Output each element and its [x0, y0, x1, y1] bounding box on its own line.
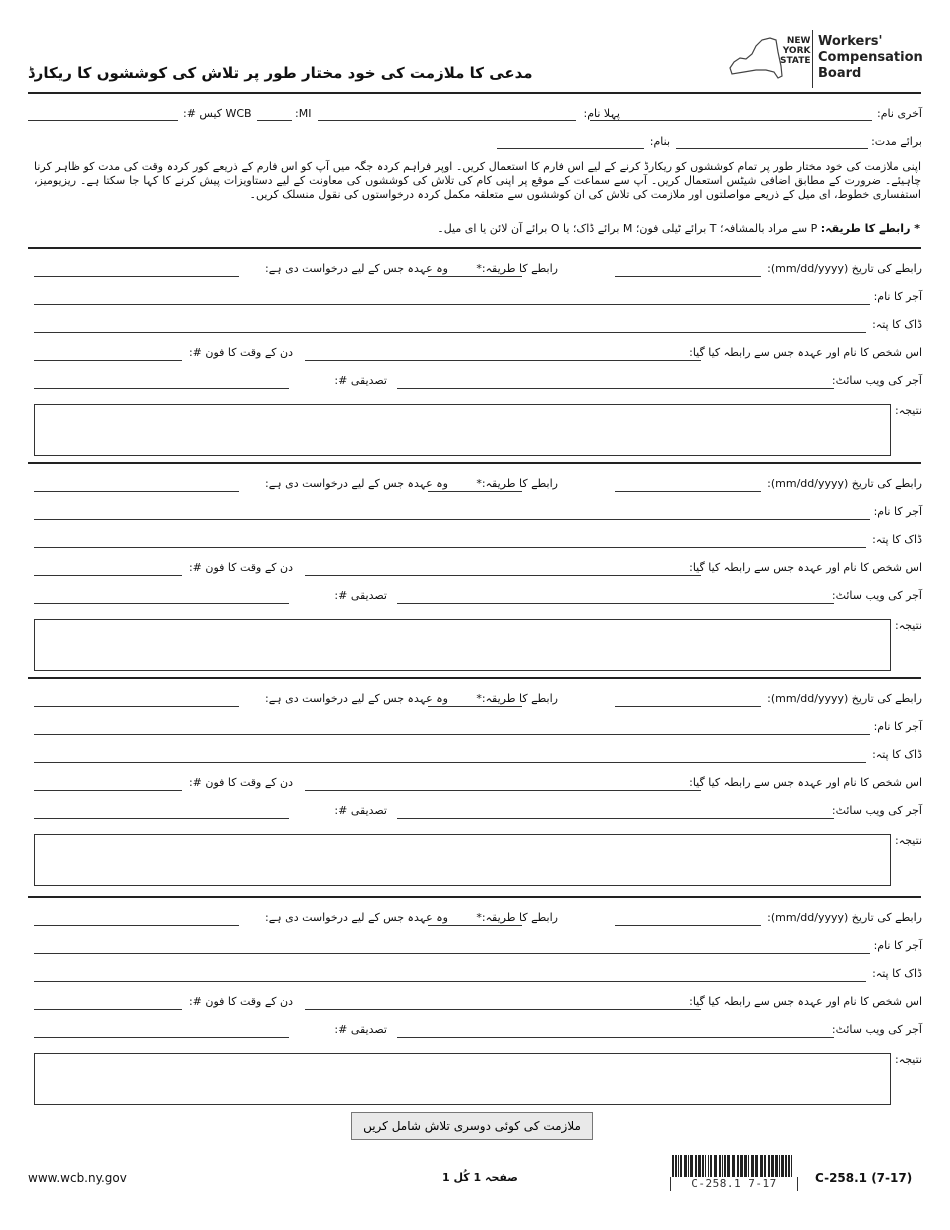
logo-agency-line: Workers'	[818, 34, 883, 49]
mailing-address-field[interactable]	[34, 547, 866, 548]
barcode-bar	[698, 1155, 701, 1177]
period-from-field[interactable]	[676, 148, 868, 149]
logo-agency-text	[818, 34, 923, 82]
position-applied-field[interactable]	[34, 276, 239, 277]
mailing-address-label: ڈاک کا پتہ:	[872, 967, 922, 980]
wcb-case-label: WCB کیس #:	[183, 107, 252, 120]
employer-name-label: آجر کا نام:	[873, 939, 922, 952]
person-contacted-label: اس شخص کا نام اور عہدہ جس سے رابطہ کیا گیا:	[689, 995, 922, 1008]
legend-text: P سے مراد بالمشافہ؛ T برائے ٹیلی فون؛ M برائے ڈاک؛ یا O برائے آن لائن یا ای میل۔	[437, 222, 821, 235]
first-name-label: پہلا نام:	[583, 107, 620, 120]
employer-name-field[interactable]	[34, 734, 870, 735]
employer-website-field[interactable]	[397, 818, 834, 819]
last-name-field[interactable]	[590, 120, 872, 121]
mailing-address-field[interactable]	[34, 762, 866, 763]
section-rule	[28, 462, 921, 464]
contact-method-label: رابطے کا طریقہ:*	[476, 911, 558, 924]
contact-date-field[interactable]	[615, 925, 761, 926]
employer-website-field[interactable]	[397, 1037, 834, 1038]
contact-method-label: رابطے کا طریقہ:*	[476, 692, 558, 705]
mailing-address-field[interactable]	[34, 981, 866, 982]
position-applied-label: وہ عہدہ جس کے لیے درخواست دی ہے:	[265, 262, 448, 275]
header-rule	[28, 92, 921, 94]
barcode-bar	[768, 1155, 770, 1177]
position-applied-field[interactable]	[34, 491, 239, 492]
contact-date-label: رابطے کی تاریخ (mm/dd/yyyy):	[767, 911, 922, 924]
position-applied-field[interactable]	[34, 706, 239, 707]
barcode-bar	[672, 1155, 674, 1177]
contact-method-field[interactable]	[428, 706, 522, 707]
person-contacted-field[interactable]	[305, 360, 701, 361]
first-name-field[interactable]	[318, 120, 576, 121]
contact-method-field[interactable]	[428, 491, 522, 492]
barcode-bar	[779, 1155, 780, 1177]
confirmation-number-field[interactable]	[34, 818, 289, 819]
section-rule	[28, 896, 921, 898]
employer-website-label: آجر کی ویب سائٹ:	[831, 1023, 922, 1036]
person-contacted-label: اس شخص کا نام اور عہدہ جس سے رابطہ کیا گیا:	[689, 346, 922, 359]
day-phone-label: دن کے وقت کا فون #:	[188, 346, 293, 359]
barcode-bar	[695, 1155, 697, 1177]
result-textbox[interactable]	[34, 619, 891, 671]
employer-website-label: آجر کی ویب سائٹ:	[831, 804, 922, 817]
logo-state-text	[780, 36, 810, 66]
barcode	[670, 1155, 796, 1193]
wcb-logo	[722, 22, 932, 92]
mi-label: MI:	[295, 107, 312, 120]
contact-date-label: رابطے کی تاریخ (mm/dd/yyyy):	[767, 692, 922, 705]
employer-website-field[interactable]	[397, 603, 834, 604]
contact-method-field[interactable]	[428, 276, 522, 277]
barcode-bar	[760, 1155, 763, 1177]
confirmation-number-label: تصدیقی #:	[334, 374, 387, 387]
barcode-bar	[684, 1155, 687, 1177]
barcode-bar	[732, 1155, 735, 1177]
contact-date-label: رابطے کی تاریخ (mm/dd/yyyy):	[767, 262, 922, 275]
barcode-bar	[751, 1155, 754, 1177]
barcode-bar	[727, 1155, 730, 1177]
confirmation-number-field[interactable]	[34, 603, 289, 604]
employer-website-label: آجر کی ویب سائٹ:	[831, 374, 922, 387]
barcode-bar	[775, 1155, 778, 1177]
mailing-address-label: ڈاک کا پتہ:	[872, 533, 922, 546]
legend-prefix: * رابطے کا طریقہ:	[820, 222, 920, 235]
add-job-search-button[interactable]: ملازمت کی کوئی دوسری تلاش شامل کریں	[351, 1112, 593, 1140]
day-phone-label: دن کے وقت کا فون #:	[188, 561, 293, 574]
barcode-bar	[785, 1155, 787, 1177]
result-textbox[interactable]	[34, 1053, 891, 1105]
confirmation-number-label: تصدیقی #:	[334, 589, 387, 602]
logo-agency-line: Compensation	[818, 50, 923, 65]
mailing-address-label: ڈاک کا پتہ:	[872, 748, 922, 761]
footer-page-number: صفحہ 1 کُل 1	[442, 1171, 518, 1184]
confirmation-number-field[interactable]	[34, 388, 289, 389]
barcode-bar	[788, 1155, 790, 1177]
employer-name-label: آجر کا نام:	[873, 720, 922, 733]
barcode-bar	[724, 1155, 726, 1177]
employer-website-field[interactable]	[397, 388, 834, 389]
barcode-bar	[714, 1155, 717, 1177]
position-applied-label: وہ عہدہ جس کے لیے درخواست دی ہے:	[265, 911, 448, 924]
logo-state-line: STATE	[780, 56, 811, 66]
logo-agency-line: Board	[818, 66, 862, 81]
position-applied-label: وہ عہدہ جس کے لیے درخواست دی ہے:	[265, 692, 448, 705]
barcode-text: C-258.1 7-17	[670, 1177, 798, 1191]
wcb-case-field[interactable]	[28, 120, 178, 121]
day-phone-label: دن کے وقت کا فون #:	[188, 776, 293, 789]
barcode-bar	[722, 1155, 723, 1177]
period-to-field[interactable]	[497, 148, 644, 149]
barcode-bar	[680, 1155, 682, 1177]
ny-state-map-icon	[726, 32, 786, 82]
day-phone-field[interactable]	[34, 790, 182, 791]
contact-date-field[interactable]	[615, 706, 761, 707]
employer-name-field[interactable]	[34, 519, 870, 520]
person-contacted-field[interactable]	[305, 575, 701, 576]
result-textbox[interactable]	[34, 404, 891, 456]
contact-date-field[interactable]	[615, 276, 761, 277]
day-phone-field[interactable]	[34, 1009, 182, 1010]
contact-date-label: رابطے کی تاریخ (mm/dd/yyyy):	[767, 477, 922, 490]
barcode-bar	[771, 1155, 774, 1177]
logo-state-line: YORK	[782, 46, 811, 56]
employer-website-label: آجر کی ویب سائٹ:	[831, 589, 922, 602]
barcode-bars-icon	[670, 1155, 796, 1177]
result-label: نتیجہ:	[895, 404, 922, 417]
result-label: نتیجہ:	[895, 619, 922, 632]
employer-name-label: آجر کا نام:	[873, 505, 922, 518]
barcode-bar	[719, 1155, 721, 1177]
barcode-bar	[688, 1155, 689, 1177]
logo-state-line: NEW	[786, 36, 811, 46]
barcode-bar	[748, 1155, 749, 1177]
person-contacted-field[interactable]	[305, 1009, 701, 1010]
instructions: اپنی ملازمت کی خود مختار طور پر تمام کوششوں کو ریکارڈ کرنے کے لیے اس فارم کا استعمال کریں۔ اوپر فراہم کردہ جگہ میں آپ کو اس فارم کے ذریعے کور کردہ وقت کی مدت کو ظاہر کرنا چاہیئے۔ ضرورت کے مطابق اضافی شیٹس استعمال کریں۔ آپ سے سماعت کے موقع پر اپنی کام کی تلاش کی کوششوں کی معاونت کے لیے دستاویزات پیش کرنے کا کہا جا سکتا ہے۔ ریزیومیز، استفساری خطوط، ای میل کے ذریعے مواصلتوں اور ملازمت کی تلاش کی ان کوششوں سے متعلقہ مکمل کردہ درخواستوں کی نقول منسلک کریں۔	[34, 160, 921, 201]
employer-name-label: آجر کا نام:	[873, 290, 922, 303]
period-label: برائے مدت:	[871, 135, 922, 148]
period-to-label: بنام:	[649, 135, 670, 148]
confirmation-number-label: تصدیقی #:	[334, 804, 387, 817]
barcode-bar	[678, 1155, 679, 1177]
person-contacted-field[interactable]	[305, 790, 701, 791]
position-applied-field[interactable]	[34, 925, 239, 926]
confirmation-number-label: تصدیقی #:	[334, 1023, 387, 1036]
barcode-bar	[755, 1155, 758, 1177]
contact-method-label: رابطے کا طریقہ:*	[476, 477, 558, 490]
person-contacted-label: اس شخص کا نام اور عہدہ جس سے رابطہ کیا گیا:	[689, 561, 922, 574]
barcode-bar	[764, 1155, 766, 1177]
contact-method-label: رابطے کا طریقہ:*	[476, 262, 558, 275]
barcode-bar	[675, 1155, 677, 1177]
contact-date-field[interactable]	[615, 491, 761, 492]
barcode-bar	[702, 1155, 704, 1177]
logo-divider	[812, 30, 813, 88]
mailing-address-label: ڈاک کا پتہ:	[872, 318, 922, 331]
mailing-address-field[interactable]	[34, 332, 866, 333]
result-label: نتیجہ:	[895, 834, 922, 847]
barcode-bar	[690, 1155, 693, 1177]
employer-name-field[interactable]	[34, 304, 870, 305]
barcode-bar	[737, 1155, 739, 1177]
position-applied-label: وہ عہدہ جس کے لیے درخواست دی ہے:	[265, 477, 448, 490]
barcode-bar	[708, 1155, 709, 1177]
result-label: نتیجہ:	[895, 1053, 922, 1066]
confirmation-number-field[interactable]	[34, 1037, 289, 1038]
footer-website: www.wcb.ny.gov	[28, 1171, 127, 1185]
page-title: مدعی کا ملازمت کی خود مختار طور پر تلاش کی کوششوں کا ریکارڈ	[28, 64, 533, 82]
barcode-bar	[710, 1155, 712, 1177]
form-id: C-258.1 (7-17)	[815, 1171, 913, 1185]
barcode-bar	[740, 1155, 743, 1177]
barcode-bar	[744, 1155, 747, 1177]
result-textbox[interactable]	[34, 834, 891, 886]
section-rule	[28, 677, 921, 679]
contact-method-field[interactable]	[428, 925, 522, 926]
barcode-bar	[705, 1155, 706, 1177]
day-phone-field[interactable]	[34, 360, 182, 361]
contact-method-legend	[437, 222, 920, 235]
barcode-bar	[781, 1155, 784, 1177]
last-name-label: آخری نام:	[877, 107, 922, 120]
person-contacted-label: اس شخص کا نام اور عہدہ جس سے رابطہ کیا گیا:	[689, 776, 922, 789]
mi-field[interactable]	[257, 120, 292, 121]
section-rule	[28, 247, 921, 249]
employer-name-field[interactable]	[34, 953, 870, 954]
barcode-bar	[791, 1155, 792, 1177]
day-phone-label: دن کے وقت کا فون #:	[188, 995, 293, 1008]
day-phone-field[interactable]	[34, 575, 182, 576]
